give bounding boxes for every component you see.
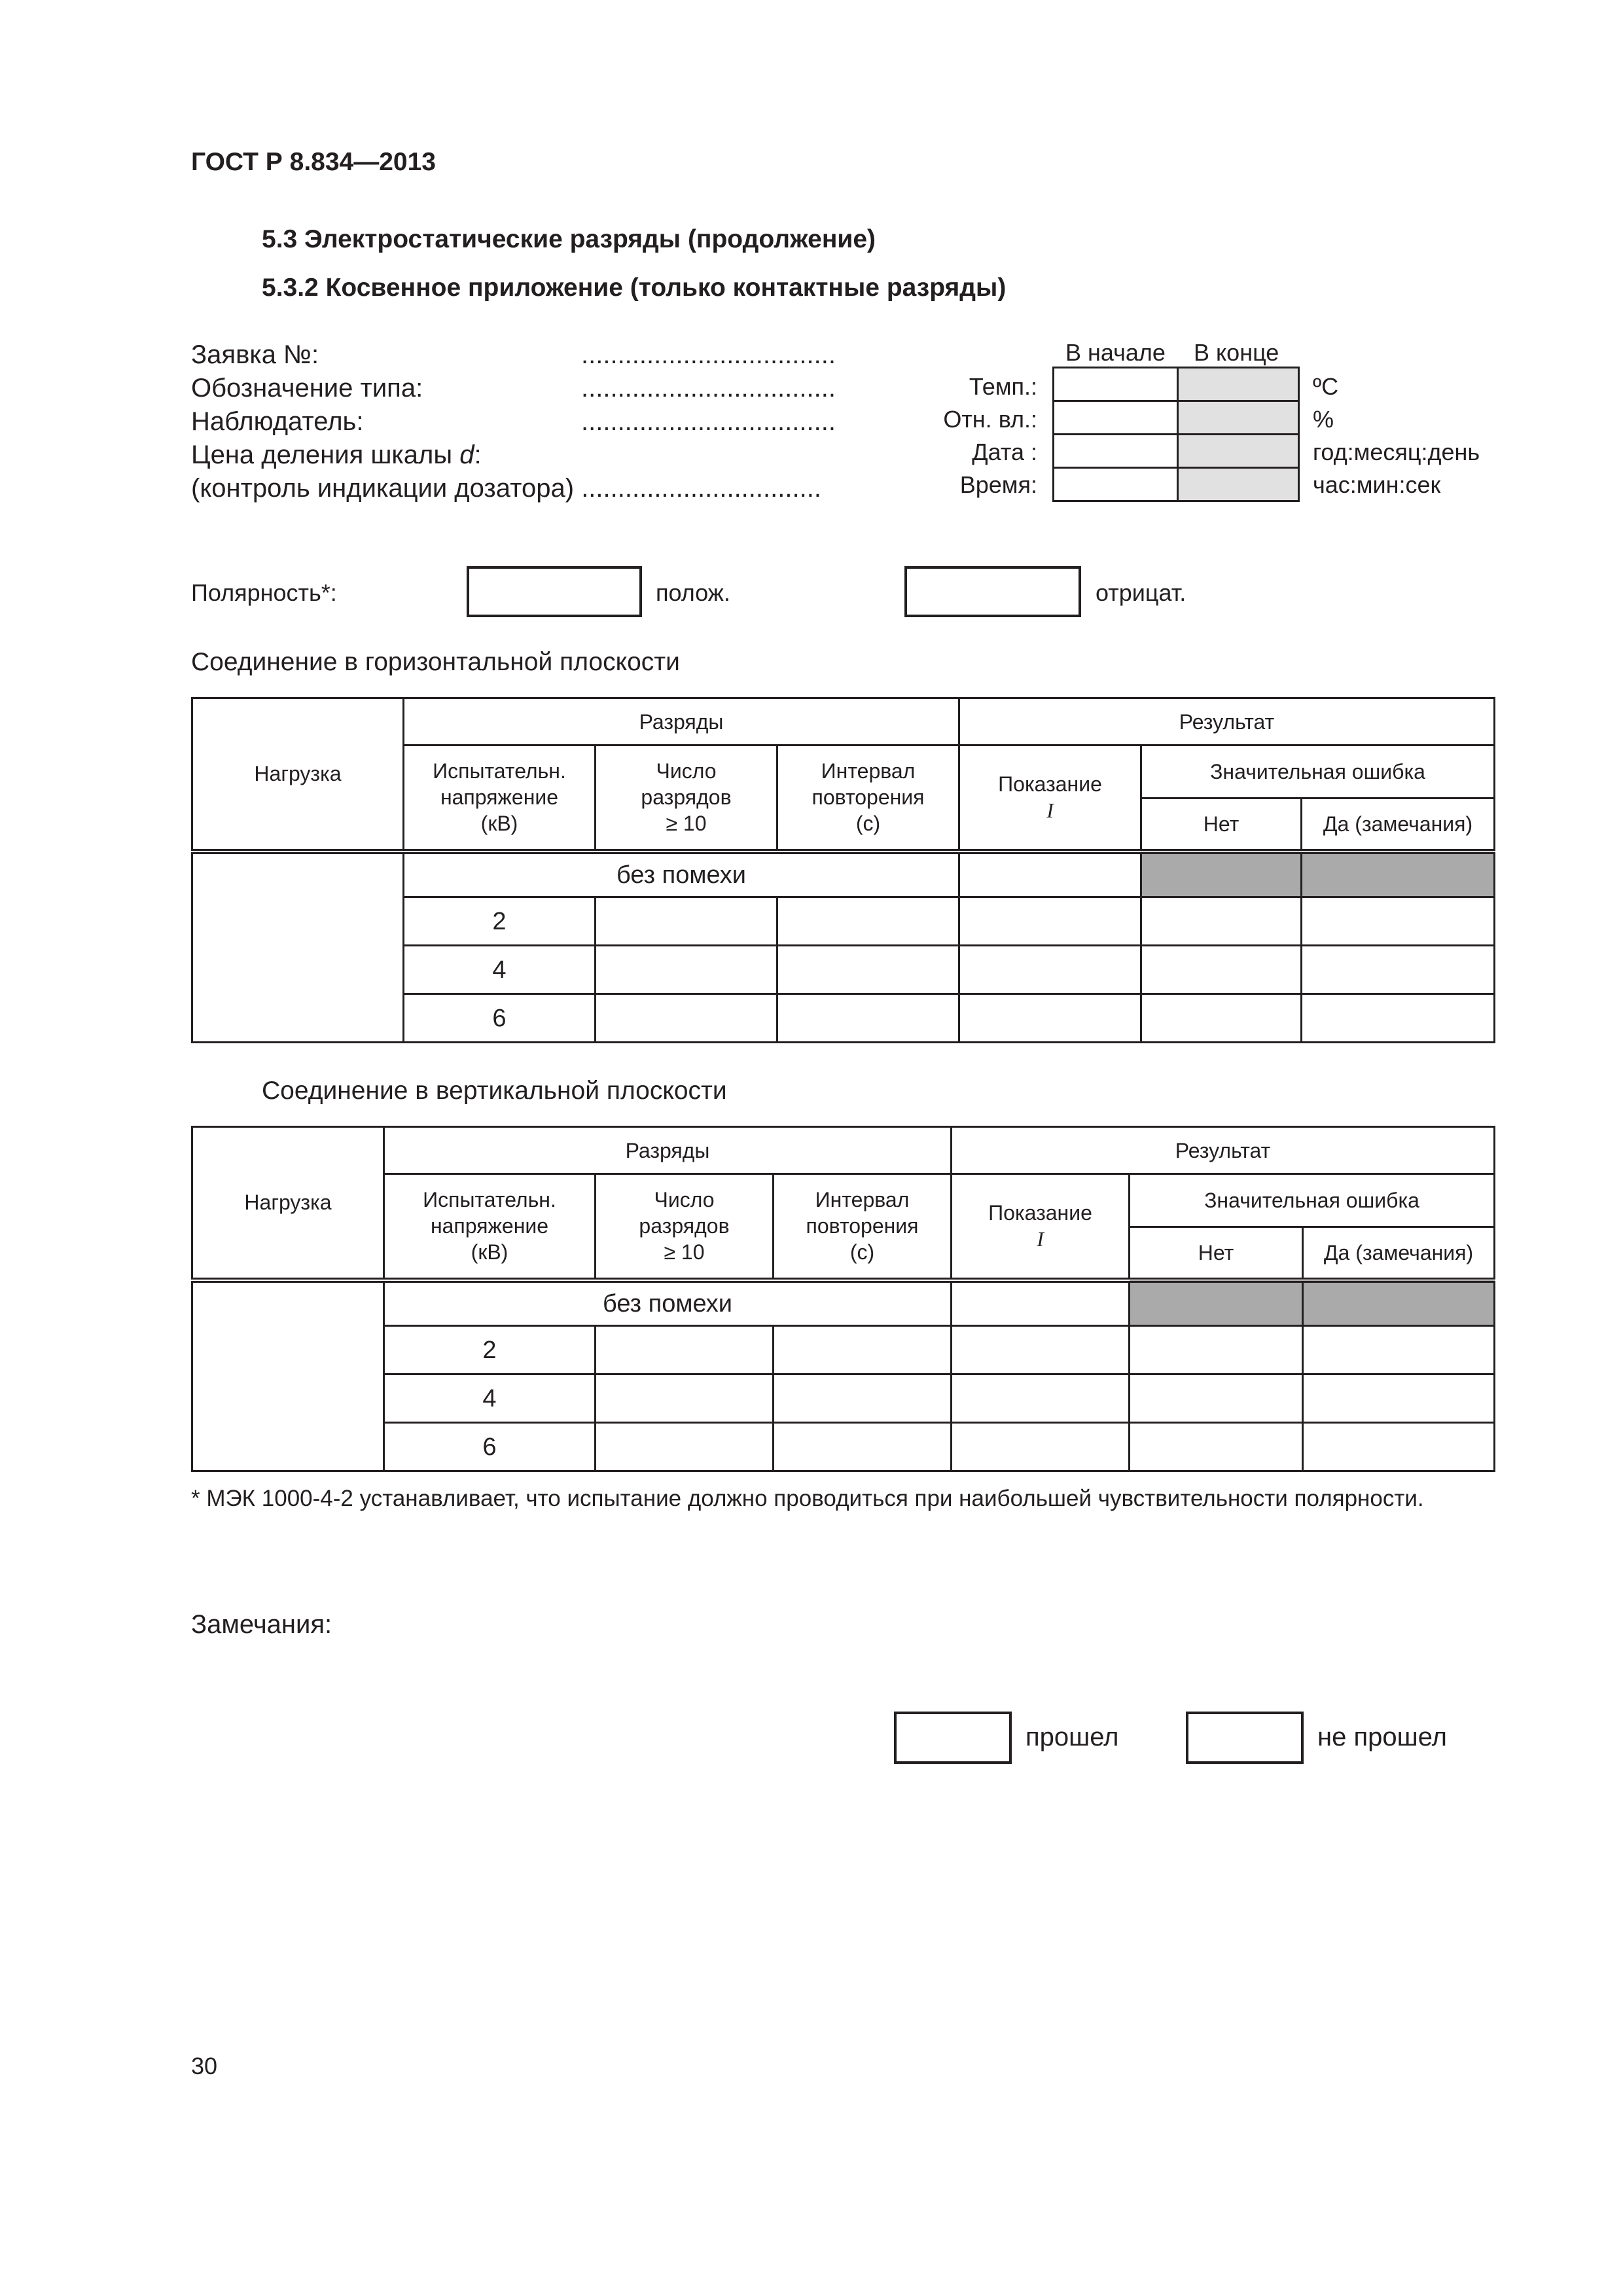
interval-line-3: (с) xyxy=(849,1240,875,1265)
field-label-scale-division xyxy=(191,439,821,472)
header-yes: Да (замечания) xyxy=(1302,798,1495,852)
cell-yes-2[interactable] xyxy=(1302,946,1495,994)
row-no-interference: без помехи xyxy=(404,852,959,897)
header-error: Значительная ошибка xyxy=(1141,745,1495,798)
col-header-start: В начале xyxy=(1065,339,1166,366)
cell-yes-0 xyxy=(1302,852,1495,897)
header-count xyxy=(596,745,777,852)
cell-count-1[interactable] xyxy=(596,897,777,946)
cell-interval-3[interactable] xyxy=(774,1423,952,1471)
field-label-observer: Наблюдатель: xyxy=(191,407,364,436)
table-horizontal xyxy=(191,697,1495,1043)
cell-interval-1[interactable] xyxy=(774,1326,952,1374)
header-result: Результат xyxy=(952,1127,1495,1174)
cell-count-2[interactable] xyxy=(596,1374,774,1423)
polarity-negative-checkbox[interactable] xyxy=(904,566,1081,617)
scale-label-colon: : xyxy=(474,440,482,469)
voltage-value: 4 xyxy=(404,946,596,994)
page-number: 30 xyxy=(191,2053,218,2079)
cell-yes-1[interactable] xyxy=(1302,897,1495,946)
fail-label: не прошел xyxy=(1317,1723,1447,1751)
pass-label: прошел xyxy=(1026,1723,1119,1751)
cell-no-1[interactable] xyxy=(1130,1326,1303,1374)
cell-reading-1[interactable] xyxy=(952,1326,1130,1374)
header-result: Результат xyxy=(959,698,1495,745)
cell-no-3[interactable] xyxy=(1141,994,1302,1043)
header-load: Нагрузка xyxy=(192,698,404,852)
cond-label-humidity: Отн. вл.: xyxy=(943,406,1037,433)
polarity-label: Полярность*: xyxy=(191,579,337,606)
field-dots-application[interactable]: ................................... xyxy=(581,340,836,369)
voltage-line-1: Испытательн. xyxy=(433,759,566,783)
cell-no-0 xyxy=(1130,1280,1303,1326)
count-line-2: разрядов xyxy=(641,785,732,810)
voltage-value: 2 xyxy=(404,897,596,946)
cell-interval-3[interactable] xyxy=(777,994,959,1043)
header-discharges: Разряды xyxy=(404,698,959,745)
table-vertical xyxy=(191,1126,1495,1472)
header-no: Нет xyxy=(1130,1227,1303,1280)
reading-symbol: I xyxy=(1037,1227,1044,1251)
header-yes: Да (замечания) xyxy=(1303,1227,1495,1280)
temp-end-cell[interactable] xyxy=(1178,368,1299,401)
field-label-type: Обозначение типа: xyxy=(191,374,423,403)
polarity-positive-checkbox[interactable] xyxy=(467,566,642,617)
col-header-end: В конце xyxy=(1194,339,1279,366)
cell-count-2[interactable] xyxy=(596,946,777,994)
cell-reading-3[interactable] xyxy=(952,1423,1130,1471)
reading-label: Показание xyxy=(988,1201,1092,1225)
cell-count-3[interactable] xyxy=(596,994,777,1043)
header-discharges: Разряды xyxy=(384,1127,952,1174)
header-voltage xyxy=(384,1174,596,1280)
interval-line-1: Интервал xyxy=(821,759,916,783)
date-start-cell[interactable] xyxy=(1054,435,1178,468)
count-line-3: ≥ 10 xyxy=(666,812,707,836)
polarity-negative-label: отрицат. xyxy=(1096,579,1186,606)
cell-count-1[interactable] xyxy=(596,1326,774,1374)
cond-unit-date: год:месяц:день xyxy=(1313,439,1480,465)
cell-yes-2[interactable] xyxy=(1303,1374,1495,1423)
humidity-end-cell[interactable] xyxy=(1178,401,1299,435)
field-label-dispenser xyxy=(191,472,821,505)
cell-interval-2[interactable] xyxy=(774,1374,952,1423)
scale-label-symbol: d xyxy=(459,440,474,469)
cond-label-time: Время: xyxy=(959,471,1037,498)
humidity-start-cell[interactable] xyxy=(1054,401,1178,435)
cell-reading-3[interactable] xyxy=(959,994,1141,1043)
cell-no-2[interactable] xyxy=(1130,1374,1303,1423)
cell-no-1[interactable] xyxy=(1141,897,1302,946)
header-reading xyxy=(952,1174,1130,1280)
header-error: Значительная ошибка xyxy=(1130,1174,1495,1227)
voltage-value: 2 xyxy=(384,1326,596,1374)
remarks-label: Замечания: xyxy=(191,1610,332,1639)
cell-no-2[interactable] xyxy=(1141,946,1302,994)
dispenser-label-text: (контроль индикации дозатора) xyxy=(191,474,575,503)
cond-unit-temp: ºC xyxy=(1313,373,1339,400)
cell-reading-0[interactable] xyxy=(959,852,1141,897)
cell-reading-2[interactable] xyxy=(952,1374,1130,1423)
form-dots xyxy=(581,338,836,439)
table-vertical-title: Соединение в вертикальной плоскости xyxy=(262,1077,727,1105)
cell-yes-3[interactable] xyxy=(1303,1423,1495,1471)
section-title-5-3: 5.3 Электростатические разряды (продолжение) xyxy=(262,225,876,253)
count-line-1: Число xyxy=(656,759,717,783)
fail-checkbox[interactable] xyxy=(1186,1712,1304,1764)
temp-start-cell[interactable] xyxy=(1054,368,1178,401)
time-start-cell[interactable] xyxy=(1054,468,1178,501)
cell-no-3[interactable] xyxy=(1130,1423,1303,1471)
cond-label-date: Дата : xyxy=(972,439,1037,465)
voltage-value: 6 xyxy=(404,994,596,1043)
field-dots-observer[interactable]: ................................... xyxy=(581,407,836,436)
interval-line-3: (с) xyxy=(855,812,881,836)
footnote: * МЭК 1000-4-2 устанавливает, что испытание должно проводиться при наибольшей чувствительности полярности. xyxy=(191,1486,1424,1511)
polarity-positive-label: полож. xyxy=(656,579,730,606)
field-dots-dispenser[interactable]: ................................. xyxy=(581,474,821,503)
voltage-line-2: напряжение xyxy=(440,785,559,810)
cell-count-3[interactable] xyxy=(596,1423,774,1471)
header-load: Нагрузка xyxy=(192,1127,384,1280)
field-dots-type[interactable]: ................................... xyxy=(581,374,836,403)
interval-line-2: повторения xyxy=(812,785,925,810)
cell-reading-2[interactable] xyxy=(959,946,1141,994)
cell-yes-1[interactable] xyxy=(1303,1326,1495,1374)
voltage-line-3: (кВ) xyxy=(471,1240,508,1265)
cell-interval-2[interactable] xyxy=(777,946,959,994)
cond-label-temp: Темп.: xyxy=(969,373,1037,400)
row-no-interference: без помехи xyxy=(384,1280,952,1326)
cond-unit-time: час:мин:сек xyxy=(1313,471,1441,498)
pass-checkbox[interactable] xyxy=(894,1712,1012,1764)
scale-label-text: Цена деления шкалы xyxy=(191,440,460,469)
voltage-line-1: Испытательн. xyxy=(423,1188,556,1212)
cell-no-0 xyxy=(1141,852,1302,897)
cell-yes-0 xyxy=(1303,1280,1495,1326)
cell-interval-1[interactable] xyxy=(777,897,959,946)
header-interval xyxy=(774,1174,952,1280)
cell-reading-0[interactable] xyxy=(952,1280,1130,1326)
header-no: Нет xyxy=(1141,798,1302,852)
date-end-cell[interactable] xyxy=(1178,435,1299,468)
voltage-value: 6 xyxy=(384,1423,596,1471)
header-voltage xyxy=(404,745,596,852)
voltage-line-3: (кВ) xyxy=(480,812,518,836)
interval-line-1: Интервал xyxy=(815,1188,910,1212)
reading-symbol: I xyxy=(1046,798,1054,823)
conditions-grid xyxy=(1052,367,1300,502)
count-line-1: Число xyxy=(654,1188,715,1212)
cond-unit-humidity: % xyxy=(1313,406,1334,433)
voltage-value: 4 xyxy=(384,1374,596,1423)
header-count xyxy=(596,1174,774,1280)
load-cell[interactable] xyxy=(192,852,404,1043)
load-cell[interactable] xyxy=(192,1280,384,1471)
time-end-cell[interactable] xyxy=(1178,468,1299,501)
count-line-3: ≥ 10 xyxy=(664,1240,705,1265)
reading-label: Показание xyxy=(998,772,1102,797)
table-horizontal-title: Соединение в горизонтальной плоскости xyxy=(191,648,680,676)
document-id: ГОСТ Р 8.834—2013 xyxy=(191,148,436,176)
cell-yes-3[interactable] xyxy=(1302,994,1495,1043)
count-line-2: разрядов xyxy=(639,1214,730,1238)
section-title-5-3-2: 5.3.2 Косвенное приложение (только контактные разряды) xyxy=(262,274,1007,302)
field-label-application: Заявка №: xyxy=(191,340,319,369)
header-reading xyxy=(959,745,1141,852)
interval-line-2: повторения xyxy=(806,1214,919,1238)
cell-reading-1[interactable] xyxy=(959,897,1141,946)
voltage-line-2: напряжение xyxy=(430,1214,549,1238)
header-interval xyxy=(777,745,959,852)
